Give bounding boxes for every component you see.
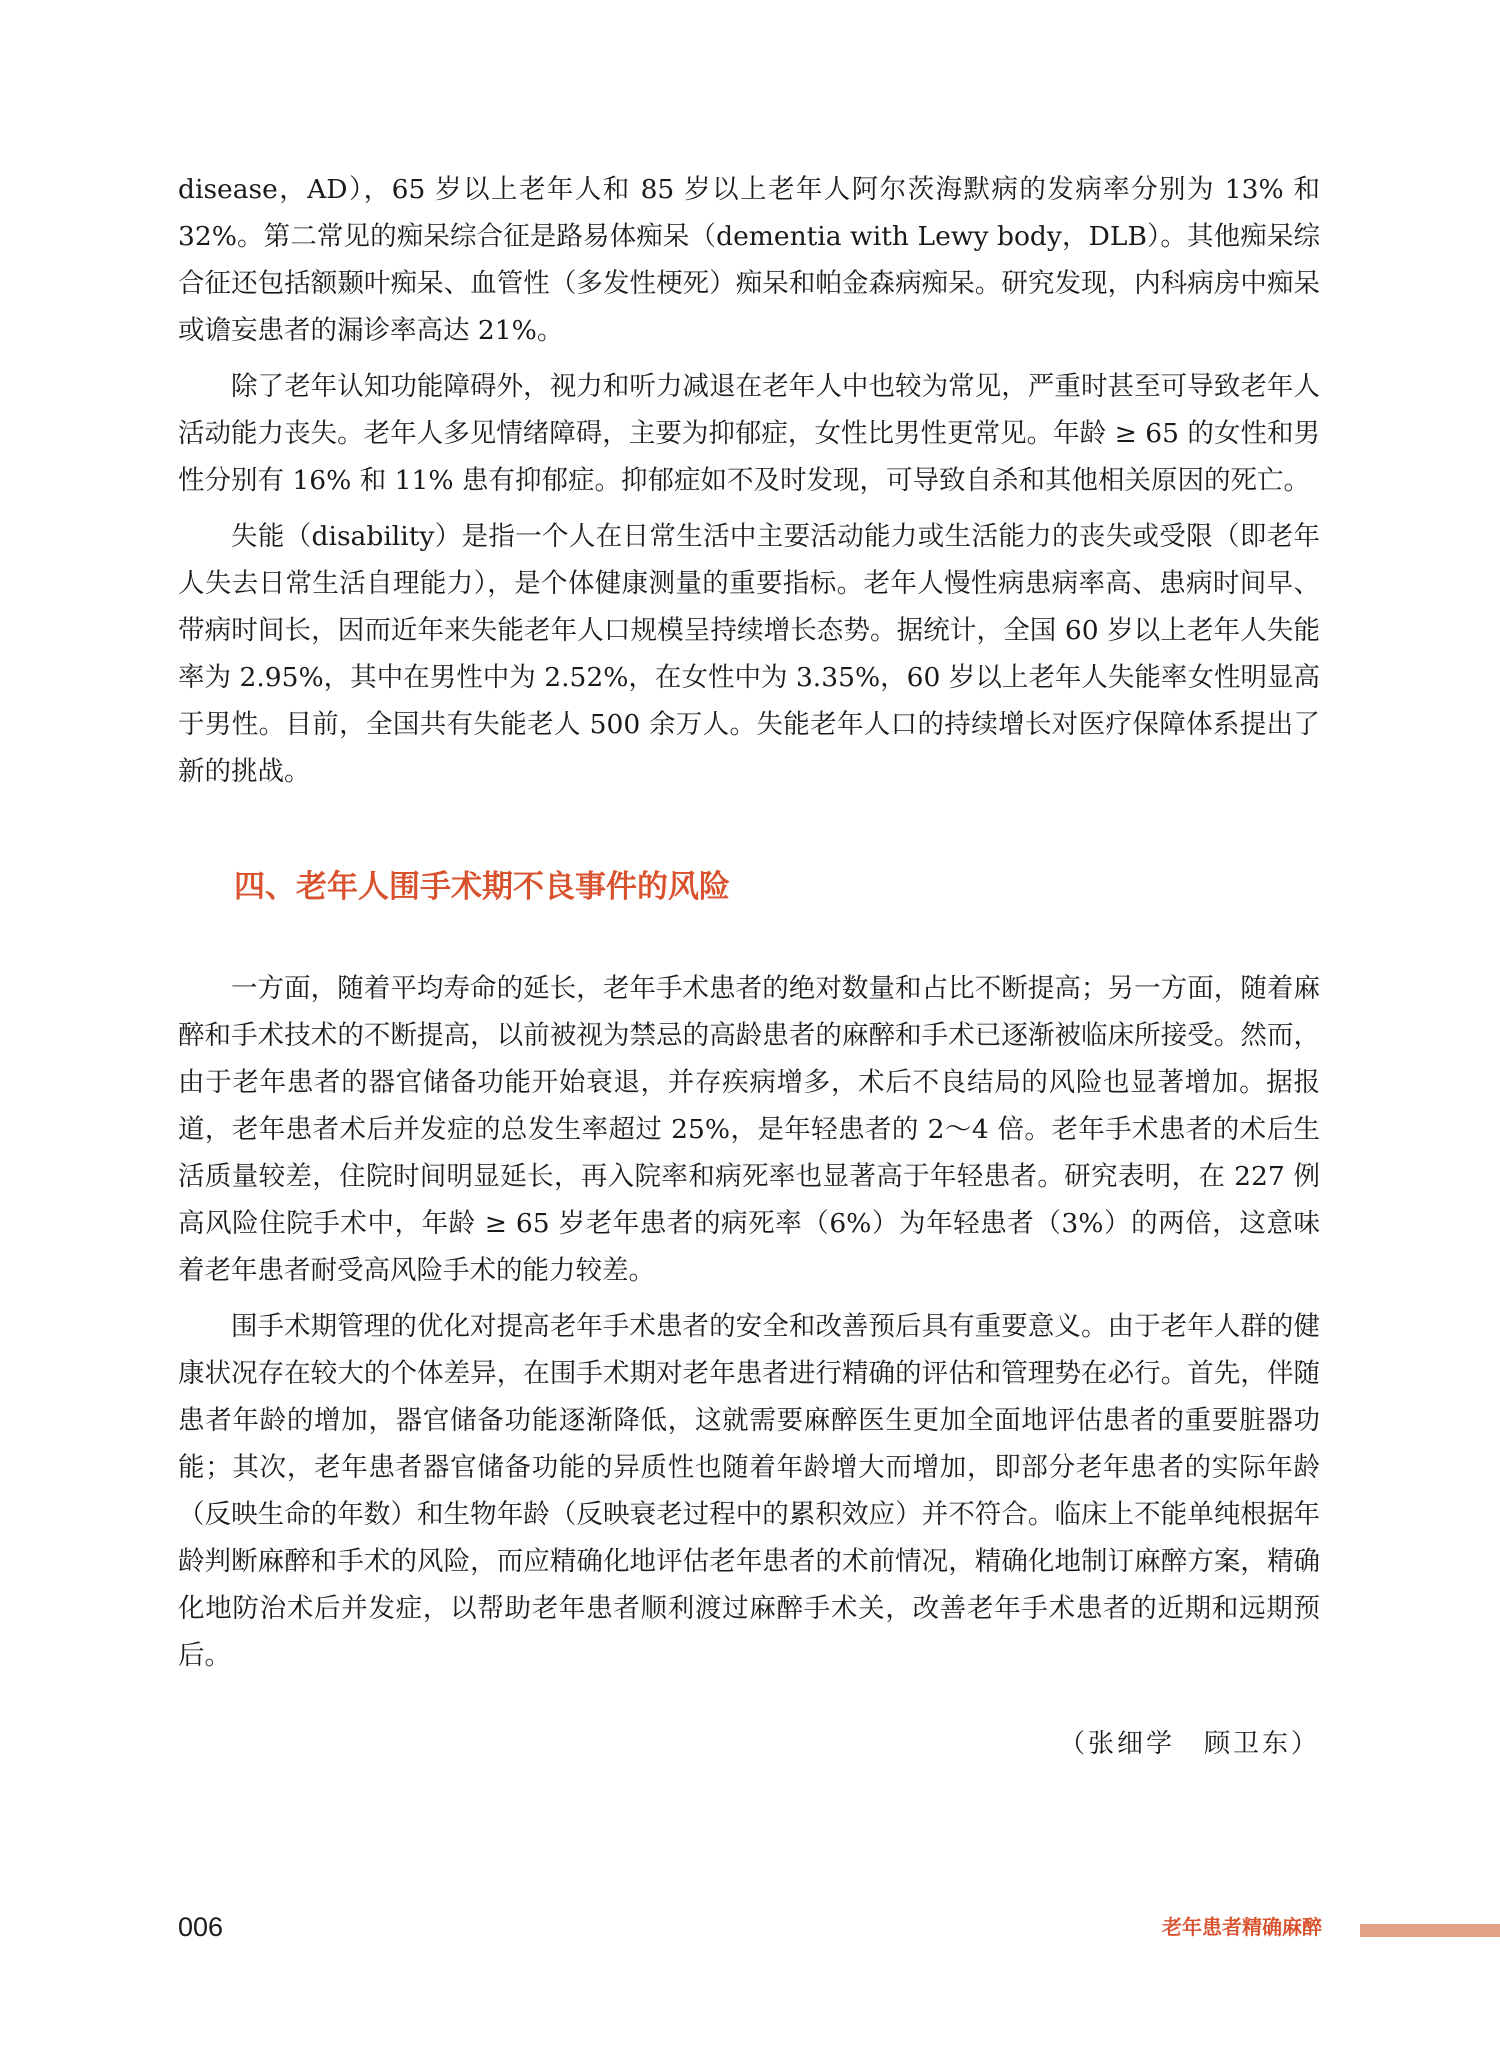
section-heading: 四、老年人围手术期不良事件的风险 — [234, 869, 730, 905]
paragraph-perioperative-management: 围手术期管理的优化对提高老年手术患者的安全和改善预后具有重要意义。由于老年人群的健康状况存在较大的个体差异，在围手术期对老年患者进行精确的评估和管理势在必行。首先，伴随患者年龄的增加，器官储备功能逐渐降低，这就需要麻醉医生更加全面地评估患者的重要脏器功能；其次，老年患者器官储备功能的异质性也随着年龄增大而增加，即部分老年患者的实际年龄（反映生命的年数）和生物年龄（反映衰老过程中的累积效应）并不符合。临床上不能单纯根据年龄判断麻醉和手术的风险，而应精确化地评估老年患者的术前情况，精确化地制订麻醉方案，精确化地防治术后并发症，以帮助老年患者顺利渡过麻醉手术关，改善老年手术患者的近期和远期预后。 — [178, 1311, 1320, 1671]
page-number: 006 — [178, 1912, 224, 1942]
paragraph-vision-hearing-depression: 除了老年认知功能障碍外，视力和听力减退在老年人中也较为常见，严重时甚至可导致老年人活动能力丧失。老年人多见情绪障碍，主要为抑郁症，女性比男性更常见。年龄 ≥ 65 的女性和男性分别有 16% 和 11% 患有抑郁症。抑郁症如不及时发现，可导致自杀和其他相关原因的死亡。 — [178, 371, 1320, 496]
page-content — [178, 166, 1320, 1764]
paragraph-disability: 失能（disability）是指一个人在日常生活中主要活动能力或生活能力的丧失或受限（即老年人失去日常生活自理能力），是个体健康测量的重要指标。老年人慢性病患病率高、患病时间早、带病时间长，因而近年来失能老年人口规模呈持续增长态势。据统计，全国 60 岁以上老年人失能率为 2.95%，其中在男性中为 2.52%，在女性中为 3.35%，60 岁以上老年人失能率女性明显高于男性。目前，全国共有失能老人 500 余万人。失能老年人口的持续增长对医疗保障体系提出了新的挑战。 — [178, 521, 1320, 787]
paragraph-perioperative-risk: 一方面，随着平均寿命的延长，老年手术患者的绝对数量和占比不断提高；另一方面，随着麻醉和手术技术的不断提高，以前被视为禁忌的高龄患者的麻醉和手术已逐渐被临床所接受。然而，由于老年患者的器官储备功能开始衰退，并存疾病增多，术后不良结局的风险也显著增加。据报道，老年患者术后并发症的总发生率超过 25%，是年轻患者的 2～4 倍。老年手术患者的术后生活质量较差，住院时间明显延长，再入院率和病死率也显著高于年轻患者。研究表明，在 227 例高风险住院手术中，年龄 ≥ 65 岁老年患者的病死率（6%）为年轻患者（3%）的两倍，这意味着老年患者耐受高风险手术的能力较差。 — [178, 973, 1320, 1286]
paragraph-dementia-continued: disease，AD），65 岁以上老年人和 85 岁以上老年人阿尔茨海默病的发病率分别为 13% 和 32%。第二常见的痴呆综合征是路易体痴呆（dementia with Lewy body，DLB）。其他痴呆综合征还包括额颞叶痴呆、血管性（多发性梗死）痴呆和帕金森病痴呆。研究发现，内科病房中痴呆或谵妄患者的漏诊率高达 21%。 — [178, 174, 1320, 346]
author-credit: （张细学 顾卫东） — [1058, 1729, 1320, 1759]
running-footer-title: 老年患者精确麻醉 — [1162, 1915, 1322, 1939]
footer-decorative-bar — [1360, 1924, 1500, 1937]
